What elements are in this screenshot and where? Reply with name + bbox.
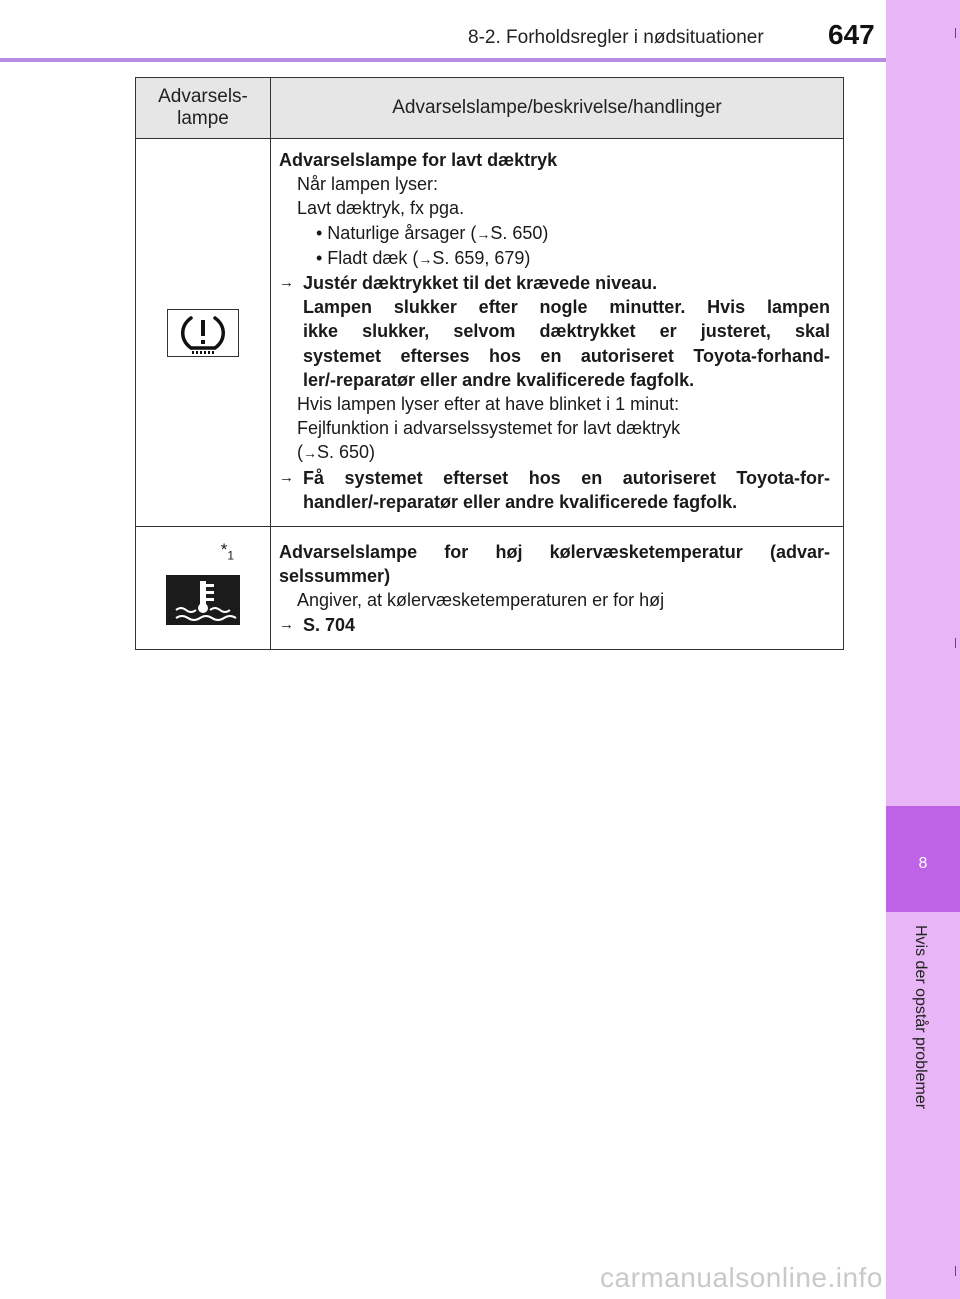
action-instruction bbox=[279, 613, 830, 637]
action-title: Justér dæktrykket til det krævede niveau. bbox=[303, 273, 658, 294]
row-title-line: Advarselslampe for høj kølervæsketemperatur (advar- bbox=[279, 542, 830, 563]
arrow-icon: → bbox=[418, 250, 433, 267]
cause-text: Lavt dæktryk, fx pga. bbox=[297, 198, 465, 219]
chapter-number: 8 bbox=[918, 855, 928, 872]
page-number: 647 bbox=[828, 19, 875, 50]
arrow-icon: → bbox=[303, 445, 317, 462]
description-cell bbox=[271, 139, 844, 527]
action-text-line: systemet efterses hos en autoriseret Toyota-forhand- bbox=[303, 345, 830, 366]
condition-text: Når lampen lyser: bbox=[297, 174, 439, 195]
chapter-title: Hvis der opstår problemer bbox=[912, 925, 929, 1110]
header-divider bbox=[0, 58, 886, 62]
action-text-line: ler/-reparatør eller andre kvalificerede fagfolk. bbox=[303, 369, 695, 390]
lamp-header-line1: Advarsels- bbox=[158, 86, 248, 107]
action-text-line: handler/-reparatør eller andre kvalificerede fagfolk. bbox=[303, 491, 738, 512]
row-title-line: selssummer) bbox=[279, 566, 391, 587]
table-row bbox=[136, 527, 844, 650]
crop-mark bbox=[955, 1266, 956, 1276]
action-instruction bbox=[279, 271, 830, 392]
footnote-marker bbox=[221, 540, 234, 562]
lamp-header-line2: lampe bbox=[177, 108, 229, 129]
action-text-line: Få systemet efterset hos en autoriseret Toyota-for- bbox=[303, 467, 830, 488]
reference-line bbox=[279, 440, 830, 465]
lamp-cell bbox=[136, 139, 271, 527]
lamp-cell bbox=[136, 527, 271, 650]
table-row bbox=[136, 139, 844, 527]
table-header-row bbox=[136, 78, 844, 139]
action-text-line: Lampen slukker efter nogle minutter. Hvis lampen bbox=[303, 297, 830, 318]
arrow-icon: → bbox=[279, 615, 294, 633]
description-column-header: Advarselslampe/beskrivelse/handlinger bbox=[271, 78, 844, 139]
cause-text: Fejlfunktion i advarselssystemet for lavt dæktryk bbox=[297, 418, 681, 439]
page-reference-link[interactable]: S. 704 bbox=[303, 614, 356, 635]
bullet-text: • Fladt dæk ( bbox=[316, 247, 419, 268]
footnote-asterisk: * bbox=[220, 540, 228, 560]
bullet-text: • Naturlige årsager ( bbox=[316, 222, 477, 243]
list-item bbox=[279, 221, 830, 246]
arrow-icon: → bbox=[279, 468, 294, 486]
page-reference-link[interactable]: S. 650) bbox=[490, 222, 549, 243]
warning-lamp-table bbox=[135, 77, 844, 650]
crop-mark bbox=[955, 638, 956, 648]
watermark: carmanualsonline.info bbox=[600, 1262, 883, 1293]
description-cell bbox=[271, 527, 844, 650]
page-reference-link[interactable]: S. 659, 679) bbox=[432, 247, 531, 268]
list-item bbox=[279, 246, 830, 271]
arrow-icon: → bbox=[279, 274, 294, 292]
action-text-line: ikke slukker, selvom dæktrykket er justeret, skal bbox=[303, 321, 830, 342]
crop-mark bbox=[955, 28, 956, 38]
tire-pressure-warning-icon bbox=[167, 309, 239, 357]
paren-open: ( bbox=[297, 442, 303, 463]
page-reference-link[interactable]: S. 650) bbox=[317, 442, 376, 463]
arrow-icon: → bbox=[476, 225, 491, 242]
action-instruction bbox=[279, 466, 830, 514]
coolant-temperature-warning-icon bbox=[166, 575, 240, 625]
lamp-column-header bbox=[136, 78, 271, 139]
footnote-number: 1 bbox=[227, 548, 234, 563]
condition-text: Hvis lampen lyser efter at have blinket i 1 minut: bbox=[297, 394, 680, 415]
description-text: Angiver, at kølervæsketemperaturen er for høj bbox=[297, 590, 665, 611]
row-title: Advarselslampe for lavt dæktryk bbox=[279, 150, 558, 170]
section-title: 8-2. Forholdsregler i nødsituationer bbox=[468, 27, 764, 48]
